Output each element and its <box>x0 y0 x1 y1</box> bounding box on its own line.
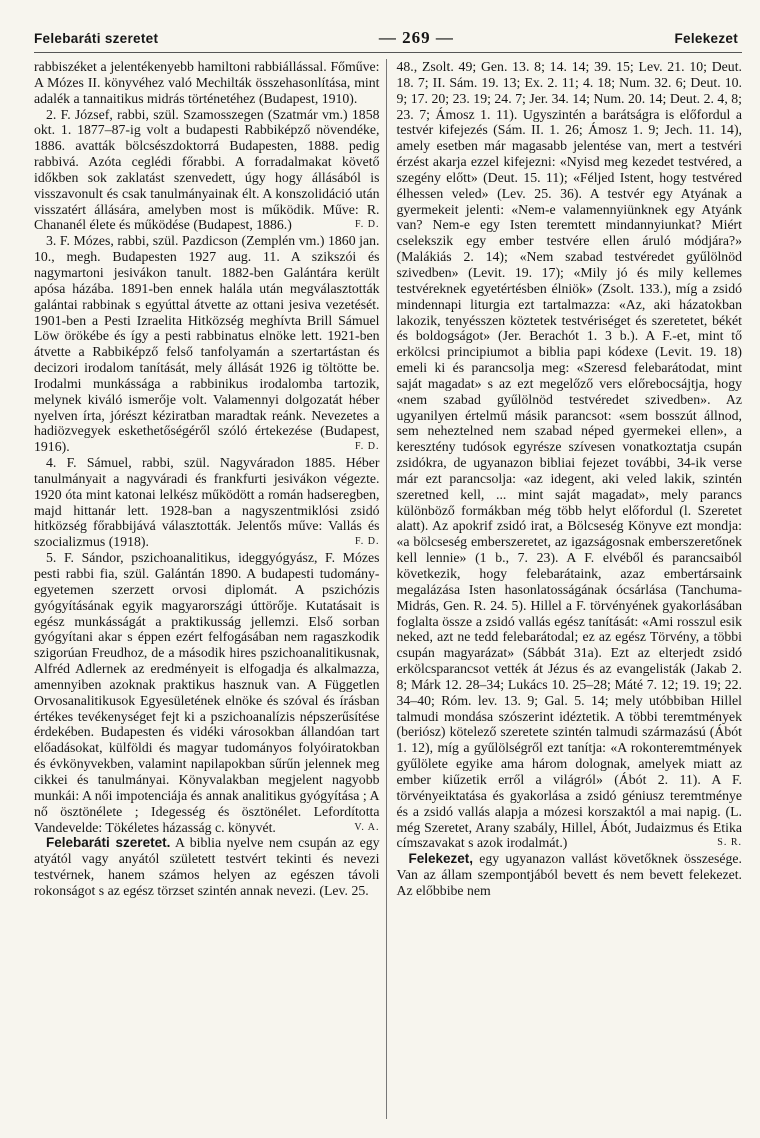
paragraph-text: A biblia nyelve nem csupán az egy atyától vagy anyától született testvért tekinti és nevezi testvérnek, hanem számos helyen az egészen távoli rokonságot s az egész törzset szintén annak nevezi. (Lev. 25. <box>34 835 380 898</box>
author-signature: F. D. <box>355 536 380 548</box>
author-signature: S. R. <box>717 837 742 849</box>
entry-headword: Felebaráti szeretet. <box>46 835 171 851</box>
author-signature: V. A. <box>354 821 380 833</box>
paragraph-text: 4. F. Sámuel, rabbi, szül. Nagyváradon 1885. Héber tanulmányait a nagyváradi és frankfurti jesivákon végezte. 1920 óta mint katonai lelkész működött a román hadseregben, majd hittanár lett. 1928-ban a nagyszentmiklósi zsidó hitközség főrabbijává választották. Jelentős műve: Vallás és szocializmus (1918). <box>34 455 380 550</box>
entry-paragraph <box>34 835 380 898</box>
author-signature: F. D. <box>355 441 380 453</box>
article-paragraph <box>34 550 380 835</box>
paragraph-text: 48., Zsolt. 49; Gen. 13. 8; 14. 14; 39. 15; Lev. 21. 10; Deut. 18. 7; II. Sám. 19. 13; Ex. 2. 11; 4. 18; Num. 32. 6; Deut. 10. 9; 17. 20; 23. 19; 24. 7; Jer. 34. 14; Num. 20. 14; Deut. 2. 4, 8; 23. 7; Ámosz 1. 11). Ugyszintén a barátságra is előfordul a testvér kifejezés (Sám. II. 1. 26; Ámosz 1. 9; Jech. 11. 14), amely esetben már magasabb jelentése van, mert a testvéri érzést akarja ezzel kifejezni: «Nyisd meg kezedet testvéred, a szegény előtt» (Deut. 15. 11); «Féljed Istent, hogy testvéred élhessen veled» (Lev. 25. 36). A testvér egy Atyának a gyermekeit jelenti: «Nem-e valamennyiünknek egy Atyánk van? Nem-e egy Isten teremtett mindannyiunkat? Miért cselekszik egy ember testvére ellen áruló módjára?» (Malákiás 2. 14); «Nem szabad testvéredet gyűlölnöd szivedben» (Levit. 19. 17); «Mily jó és mily kellemes testvéreknek egyetértésben élniök» (Zsolt. 133.), míg a zsidó mindennapi liturgia ezt tartalmazza: «Az, aki házatokban lakozik, tenyésszen köztetek testvériséget és szeretetet, békét és boldogságot» (Jer. Berachót 1. 3 b.). A F.-et, mint tő erkölcsi principiumot a biblia papi kódexe (Levit. 19. 18) emeli ki és parancsolja meg: «Szeresd felebarátodat, mint saját magadat» s az ezt megelőző vers előrebocsájtja, hogy «nem szabad gyűlölnöd testvéredet szivedben». Az ugyanilyen értelmű másik parancsot: «sem bosszút állnod, sem neheztelned nem szabad néped gyermekei ellen», a keresztény tudósok egyrésze szívesen vonatkoztatja csupán zsidókra, de ugyanazon bibliai fejezet további, 34-ik verse már ezt parancsolja: «az idegent, aki veled lakik, szintén szeretned kell, ... mint saját magadat», mely parancs különböző formákban még több helyt előfordul (l. Szeretet alatt). Az apokrif zsidó irat, a Bölcseség Könyve ezt mondja: «a bölcseség emberszeretet, az igazságosnak emberszeretőnek kell lennie» (1 b., 7. 23). A F. elvéből és parancsaiból következik, hogy felebarátaink, azaz embertársaink megalázása Isten hasonlatosságának ócsárlása (Tanchuma-Midrás, Gen. R. 24. 5). Hillel a F. törvényének gyakorlásában foglalta össze a zsidó vallás egész tanítását: «Ami rosszul esik neked, azt ne tedd felebarátodal; ez az egész Törvény, a többi csupán magyarázat» (Sábbát 31a). Ezt az elterjedt zsidó erkölcsparancsot vették át Jézus és az evangelisták (Jakab 2. 8; Márk 12. 28–34; Lukács 10. 25–28; Máté 7. 12; 19. 19; 22. 34–40; Róm. lev. 13. 9; Gal. 5. 14; mely utóbbiban Hillel talmudi mondása szószerint idéztetik. A többi teremtmények (beriósz) kötelező szeretete szintén talmudi származású (Ábót 1. 12), míg a gyűlölségről ezt tanítja: «A rokonteremtmények gyűlölete egyike ama három dolognak, amelyek miatt az ember kiűzetik erről a világról» (Ábót 2. 11). A F. törvényeiktatása és gyakorlása a zsidó géniusz teremtménye és a zsidó vallás alapja a mózesi korszaktól a mai napig. (L. még Szeretet, Arany szabály, Hillel, Ábót, Judaizmus és Etika címszavakat s azok irodalmát.) <box>396 59 742 851</box>
entry-headword: Felekezet, <box>408 851 474 867</box>
two-column-body <box>34 59 742 1119</box>
page-number: — 269 — <box>378 28 454 47</box>
paragraph-text: 2. F. József, rabbi, szül. Szamosszegen (Szatmár vm.) 1858 okt. 1. 1877–87-ig volt a budapesti Rabbiképző növendéke, 1886. avatták bölcsészdoktorrá Budapesten, 1888. pedig rabbivá. Azóta ceglédi főrabbi. A forradalmakat követő időkben sok zaklatást szenvedett, úgy hogy állásából is visszavonult és csak tanulmányainak élt. A konszolidáció után visszatért állására, amelyben most is működik. Műve: R. Chananél élete és működése (Budapest, 1886.) <box>34 106 380 233</box>
article-paragraph <box>34 59 380 107</box>
article-paragraph <box>34 107 380 234</box>
article-paragraph <box>397 59 743 851</box>
article-paragraph <box>34 455 380 550</box>
header-left-title: Felebaráti szeretet <box>34 31 159 46</box>
paragraph-text: 3. F. Mózes, rabbi, szül. Pazdicson (Zemplén vm.) 1860 jan. 10., megh. Budapesten 1927 aug. 11. A szikszói és nagymartoni jesivákon tanult. 1882-ben Galántára került apósa házába. 1891-ben ennek halála után megválasztották galántai rabbinak s egyúttal átvette az ottani jesiva vezetését. 1901-ben a Pesti Izraelita Hitközség meghívta Brill Sámuel Löw örökébe és így a pesti rabbinatus elnöke lett. 1921-ben átvette a Rabbiképző felső tanfolyamán a szertartástan és decizori irodalom tanítását, mely állását 1926 ig töltötte be. Irodalmi munkássága a rabbinikus irodalomba tartozik, melynek kiváló ismerője volt. Valamennyi dolgozatát héber nyelven írta, jórészt kéziratban maradtak reánk. Nevezetes a hadiözvegyek eskethetőségéről szóló értekezése (Budapest, 1916). <box>34 233 380 455</box>
running-header <box>34 14 742 53</box>
article-paragraph <box>34 233 380 455</box>
paragraph-text: egy ugyanazon vallást követőknek összesége. Van az állam szempontjából bevett és nem bevett felekezet. Az előbbibe nem <box>396 851 742 898</box>
author-signature: F. D. <box>355 219 380 231</box>
paragraph-text: rabbiszéket a jelentékenyebb hamiltoni rabbiállással. Főműve: A Mózes II. könyvéhez való Mechilták összehasonlítása, mint adalék a tannaitikus midrás történetéhez (Budapest, 1910). <box>34 59 380 106</box>
entry-paragraph <box>397 851 743 899</box>
right-column <box>387 59 743 1119</box>
header-right-title: Felekezet <box>674 31 738 46</box>
paragraph-text: 5. F. Sándor, pszichoanalitikus, ideggyógyász, F. Mózes pesti rabbi fia, szül. Galántán 1890. A budapesti tudomány-egyetemen szerzett orvosi diplomát. A pszichózis gyógyításának egyik magyarországi úttörője. Kutatásait is egész munkásságát a praktikusság jellemzi. Első sorban gyógyítani akar s éppen ezért felfogásában nem ragaszkodik szigorúan Freudhoz, de a második hires pszichoanalitikusnak, Alfréd Adlernek az eredményeit is elfogadja és alkalmazza, amennyiben azoknak praktikus hasznuk van. A Független Orvosanalitikusok Egyesületének elnöke és szóval és írásban értékes tevékenységet fejt ki a pszichoanalízis népszerűsítése érdekében. Budapesten és vidéki városokban állandóan tart előadásokat, külföldi és magyar tudományos folyóiratokban és évkönyvekben, valamint napilapokban sűrűn jelennek meg cikkei és tanulmányai. Könyvalakban megjelent nagyobb munkái: A női impotenciája és annak analitikus gyógyítása ; A nő ösztönélete ; Idegesség és ösztönélet. Lefordította Vandevelde: Tökéletes házasság c. könyvét. <box>34 550 380 835</box>
left-column <box>34 59 387 1119</box>
